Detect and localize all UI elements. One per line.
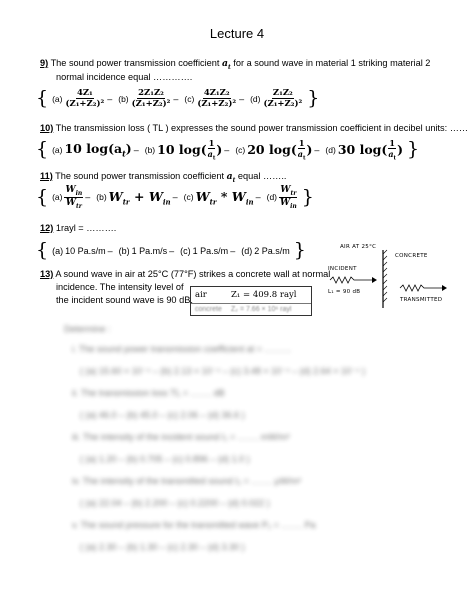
question-12-number: 12) [40, 223, 54, 233]
option-fraction: $\frac{W_{tr}}{W_{in}}$ [280, 185, 297, 210]
option-label: (d) [325, 144, 336, 155]
question-11-number: 11) [40, 171, 53, 181]
question-10-options: { (a) 10 $\log(a_t)$ – (b) 10 log( $\frac{1}{a_t}$ ) – (c) 20 log( $\frac{1}{a_t}$ ) – (d) 30 log( $\frac{1}{a_t}$ ) } [36, 138, 420, 162]
impedance-value: Z₁ = 409.8 rayl [231, 290, 297, 300]
option-label: (b) [118, 93, 129, 104]
question-11-options: { (a) $\frac{W_{in}}{W_{tr}}$ – (b) $W_{tr} + W_{in}$ – (c) $W_{tr} * W_{in}$ – (d) $\frac{W_{tr}}{W_{in}}$ } [36, 185, 314, 210]
option-label: (b) [118, 245, 130, 256]
impedance-medium: air [195, 290, 207, 300]
option-expression: 30 log( [337, 142, 388, 158]
diagram-transmitted-label: TRANSMITTED [400, 297, 443, 303]
option-label: (c) [183, 192, 194, 203]
question-13-text: 13) A sound wave in air at 25°C (77°F) strikes a concrete wall at normal [40, 269, 331, 279]
question-9-options: { (a) $\frac{\text{4Z₁}}{\text{(Z₁+Z₂)²}}$ – (b) $\frac{\text{2Z₁Z₂}}{\text{(Z₁+Z₂)²}}$ – (c) $\frac{\text{4Z₁Z₂}}{\text{(Z₁+Z₂)²}}$ – (d) $\frac{\text{Z₁Z₂}}{\text{(Z₁+Z₂)²}}$ } [36, 87, 320, 109]
option-expression: 10 $\log(a_t)$ [64, 141, 132, 159]
impedance-box: air Z₁ = 409.8 rayl concrete Z₂ = 7.66 × 10⁶ rayl [190, 286, 312, 316]
question-10-number: 10) [40, 123, 54, 133]
question-11-text: 11) The sound power transmission coefficient $a_t$ equal …….. [40, 171, 287, 184]
option-label: (b) [144, 144, 156, 155]
question-13-text-line3: the incident sound wave is 90 dB. [56, 295, 193, 305]
blurred-preview-section: Determine : i. The sound power transmission coefficient at = ……… ( (a) 15.60 × 10⁻⁴ – (b) 2.13 × 10⁻⁴ – (c) 3.48 × 10⁻⁴ – (d) 2.64 × 10⁻⁴ ) ii. The transmission loss TL = ……. dB ( (a) 46.0 – (b) 45.0 – (c) 2.06 – (d) 36.6 ) iii. The intensity of the incident sound I₁ = ……. mW/m² ( (a) 1.20 – (b) 0.705 – (c) 0.896 – (d) 1.0 ) iv. The intensity of the transmitted sound I₂ = ……. μW/m² ( (a) 22.04 – (b) 2.200 – (c) 0.2200 – (d) 0.022 ) v. The sound pressure for the transmitted wave P₂ = ……. Pa ( (a) 2.30 – (b) 1.30 – (c) 2.30 – (d) 3.30 ) [64, 324, 366, 552]
page-title: Lecture 4 [209, 26, 265, 41]
option-label: (a) [52, 144, 63, 155]
diagram-concrete-label: CONCRETE [395, 253, 428, 259]
option-fraction: $\frac{\text{4Z₁}}{\text{(Z₁+Z₂)²}}$ [65, 88, 105, 109]
option-fraction: $\frac{\text{2Z₁Z₂}}{\text{(Z₁+Z₂)²}}$ [131, 88, 171, 109]
option-label: (a) [52, 93, 63, 104]
option-label: (d) [241, 245, 253, 256]
option-label: (c) [235, 144, 246, 155]
option-expression: $W_{tr} + W_{in}$ [108, 188, 171, 207]
option-label: (c) [180, 245, 191, 256]
option-fraction: $\frac{W_{in}}{W_{tr}}$ [65, 185, 83, 210]
option-fraction: $\frac{\text{4Z₁Z₂}}{\text{(Z₁+Z₂)²}}$ [197, 88, 237, 109]
diagram-air-label: AIR AT 25°C [340, 244, 377, 250]
wave-diagram [320, 240, 460, 310]
option-expression: 10 log( [157, 142, 207, 158]
option-label: (c) [184, 93, 195, 104]
diagram-incident-label: INCIDENT [328, 266, 357, 272]
question-12-text: 12) 1rayl = ………. [40, 223, 117, 233]
question-9-text-cont: normal incidence equal …………. [56, 72, 193, 82]
diagram-graphic [320, 240, 460, 310]
question-12-options: { (a) 10 Pa.s/m – (b) 1 Pa.m/s – (c) 1 Pa.s/m – (d) 2 Pa.s/m } [36, 239, 306, 261]
option-label: (a) [52, 192, 63, 203]
option-label: (d) [266, 192, 277, 203]
option-label: (d) [250, 93, 261, 104]
option-expression: $W_{tr} * W_{in}$ [195, 188, 254, 207]
option-expression: 20 log( [247, 142, 297, 158]
question-10-text: 10) The transmission loss ( TL ) expresses the sound power transmission coefficient in decibel units: …… [40, 123, 469, 133]
diagram-level-label: L₁ = 90 dB [328, 289, 361, 295]
question-9-text: 9) The sound power transmission coefficient $a_t$ for a sound wave in material 1 striking material 2 [40, 58, 431, 71]
question-13-text-line2: incidence. The intensity level of [56, 282, 184, 292]
question-13-number: 13) [40, 269, 54, 279]
option-label: (b) [96, 192, 107, 203]
option-fraction: $\frac{\text{Z₁Z₂}}{\text{(Z₁+Z₂)²}}$ [263, 88, 303, 109]
question-9-number: 9) [40, 58, 49, 68]
option-label: (a) [52, 245, 64, 256]
